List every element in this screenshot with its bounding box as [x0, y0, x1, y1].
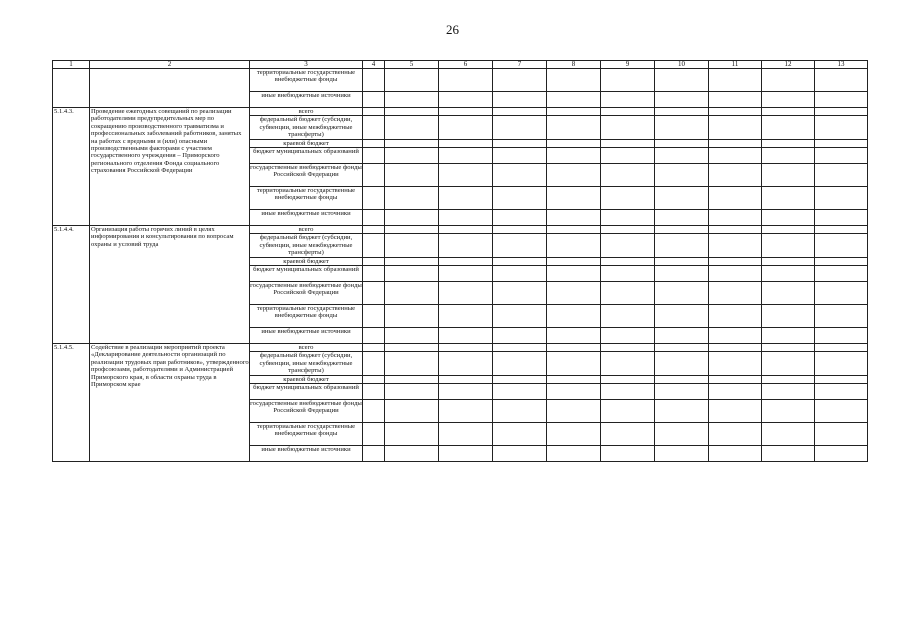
activity-title: Содействие в реализации мероприятий проекта «Декларирование деятельности организаций по реализации трудовых прав работников», утвержденного профсоюзами, работодателями и Администрацией Приморского края, в области охраны труда в Приморском крае	[90, 343, 250, 461]
value-cell	[363, 384, 385, 400]
value-cell	[601, 69, 655, 92]
value-cell	[363, 375, 385, 383]
source-cell: бюджет муниципальных образований	[250, 266, 363, 282]
value-cell	[762, 187, 815, 210]
source-cell: иные внебюджетные источники	[250, 92, 363, 108]
value-cell	[601, 225, 655, 233]
value-cell	[709, 163, 762, 186]
value-cell	[493, 92, 547, 108]
source-cell: иные внебюджетные источники	[250, 210, 363, 226]
value-cell	[547, 116, 601, 139]
value-cell	[363, 343, 385, 351]
value-cell	[709, 281, 762, 304]
value-cell	[385, 352, 439, 375]
value-cell	[547, 148, 601, 164]
source-cell: всего	[250, 343, 363, 351]
value-cell	[547, 375, 601, 383]
value-cell	[385, 257, 439, 265]
value-cell	[709, 384, 762, 400]
value-cell	[601, 305, 655, 328]
value-cell	[815, 116, 868, 139]
value-cell	[655, 352, 709, 375]
value-cell	[385, 92, 439, 108]
value-cell	[601, 234, 655, 257]
source-cell: федеральный бюджет (субсидии, субвенции, иные межбюджетные трансферты)	[250, 234, 363, 257]
value-cell	[762, 328, 815, 344]
value-cell	[547, 225, 601, 233]
column-header: 2	[90, 61, 250, 69]
value-cell	[655, 446, 709, 462]
value-cell	[385, 423, 439, 446]
value-cell	[815, 343, 868, 351]
value-cell	[815, 352, 868, 375]
value-cell	[815, 328, 868, 344]
value-cell	[439, 234, 493, 257]
page-number: 26	[446, 22, 459, 37]
header-row	[53, 61, 868, 69]
value-cell	[655, 116, 709, 139]
value-cell	[439, 92, 493, 108]
value-cell	[655, 187, 709, 210]
activity-title: Проведение ежегодных совещаний по реализации работодателями предупредительных мер по сокращению производственного травматизма и профессиональных заболеваний работников, занятых на работах с вредными и (или) опасными производственными факторами с участием государственного учреждения – Приморского регионального отделения Фонда социального страхования Российской Федерации	[90, 107, 250, 225]
value-cell	[655, 163, 709, 186]
value-cell	[762, 139, 815, 147]
column-header: 12	[762, 61, 815, 69]
value-cell	[547, 107, 601, 115]
value-cell	[547, 328, 601, 344]
value-cell	[709, 210, 762, 226]
value-cell	[655, 399, 709, 422]
value-cell	[363, 399, 385, 422]
value-cell	[363, 446, 385, 462]
value-cell	[385, 343, 439, 351]
value-cell	[439, 139, 493, 147]
value-cell	[493, 234, 547, 257]
value-cell	[601, 257, 655, 265]
value-cell	[547, 187, 601, 210]
value-cell	[709, 375, 762, 383]
value-cell	[493, 446, 547, 462]
value-cell	[815, 92, 868, 108]
value-cell	[655, 148, 709, 164]
value-cell	[601, 384, 655, 400]
value-cell	[493, 266, 547, 282]
source-cell: иные внебюджетные источники	[250, 446, 363, 462]
value-cell	[439, 69, 493, 92]
value-cell	[385, 225, 439, 233]
value-cell	[655, 92, 709, 108]
value-cell	[439, 399, 493, 422]
value-cell	[439, 446, 493, 462]
value-cell	[709, 399, 762, 422]
value-cell	[547, 281, 601, 304]
value-cell	[601, 399, 655, 422]
value-cell	[762, 210, 815, 226]
value-cell	[815, 187, 868, 210]
value-cell	[762, 234, 815, 257]
value-cell	[385, 139, 439, 147]
source-cell: государственные внебюджетные фонды Российской Федерации	[250, 163, 363, 186]
value-cell	[493, 281, 547, 304]
value-cell	[547, 305, 601, 328]
source-cell: бюджет муниципальных образований	[250, 384, 363, 400]
value-cell	[815, 139, 868, 147]
value-cell	[655, 423, 709, 446]
value-cell	[601, 352, 655, 375]
value-cell	[363, 234, 385, 257]
column-header: 10	[655, 61, 709, 69]
value-cell	[439, 187, 493, 210]
funding-table	[52, 60, 868, 462]
value-cell	[655, 257, 709, 265]
value-cell	[709, 446, 762, 462]
value-cell	[762, 266, 815, 282]
activity-code: 5.1.4.3.	[53, 107, 90, 225]
value-cell	[439, 305, 493, 328]
value-cell	[547, 343, 601, 351]
source-cell: всего	[250, 225, 363, 233]
value-cell	[439, 328, 493, 344]
value-cell	[815, 210, 868, 226]
source-cell: иные внебюджетные источники	[250, 328, 363, 344]
value-cell	[363, 257, 385, 265]
value-cell	[762, 305, 815, 328]
value-cell	[601, 343, 655, 351]
value-cell	[493, 257, 547, 265]
value-cell	[439, 148, 493, 164]
value-cell	[762, 107, 815, 115]
value-cell	[709, 148, 762, 164]
value-cell	[655, 139, 709, 147]
value-cell	[439, 375, 493, 383]
column-header: 13	[815, 61, 868, 69]
value-cell	[439, 423, 493, 446]
value-cell	[363, 163, 385, 186]
value-cell	[601, 116, 655, 139]
value-cell	[655, 210, 709, 226]
value-cell	[439, 384, 493, 400]
value-cell	[815, 107, 868, 115]
value-cell	[439, 210, 493, 226]
value-cell	[439, 225, 493, 233]
value-cell	[493, 328, 547, 344]
value-cell	[547, 399, 601, 422]
value-cell	[363, 187, 385, 210]
value-cell	[547, 92, 601, 108]
value-cell	[815, 399, 868, 422]
activity-title: Организация работы горячих линий в целях информирования и консультирования по вопросам охраны и условий труда	[90, 225, 250, 343]
value-cell	[601, 210, 655, 226]
value-cell	[655, 225, 709, 233]
value-cell	[493, 384, 547, 400]
value-cell	[363, 281, 385, 304]
value-cell	[547, 352, 601, 375]
value-cell	[709, 69, 762, 92]
value-cell	[547, 139, 601, 147]
column-header: 6	[439, 61, 493, 69]
source-cell: государственные внебюджетные фонды Российской Федерации	[250, 281, 363, 304]
value-cell	[547, 384, 601, 400]
value-cell	[385, 234, 439, 257]
value-cell	[363, 423, 385, 446]
value-cell	[363, 266, 385, 282]
value-cell	[493, 116, 547, 139]
value-cell	[363, 139, 385, 147]
value-cell	[493, 352, 547, 375]
value-cell	[385, 69, 439, 92]
value-cell	[762, 375, 815, 383]
value-cell	[762, 281, 815, 304]
activity-code: 5.1.4.4.	[53, 225, 90, 343]
continuation-row	[53, 69, 868, 92]
value-cell	[815, 257, 868, 265]
value-cell	[655, 69, 709, 92]
column-header: 1	[53, 61, 90, 69]
value-cell	[385, 281, 439, 304]
value-cell	[601, 187, 655, 210]
value-cell	[363, 148, 385, 164]
value-cell	[439, 163, 493, 186]
source-cell: краевой бюджет	[250, 375, 363, 383]
value-cell	[815, 281, 868, 304]
value-cell	[385, 328, 439, 344]
value-cell	[655, 281, 709, 304]
value-cell	[601, 107, 655, 115]
value-cell	[493, 210, 547, 226]
value-cell	[762, 257, 815, 265]
value-cell	[493, 187, 547, 210]
table-row	[53, 107, 868, 115]
table-row	[53, 225, 868, 233]
value-cell	[709, 107, 762, 115]
value-cell	[547, 266, 601, 282]
value-cell	[655, 328, 709, 344]
value-cell	[655, 266, 709, 282]
value-cell	[709, 352, 762, 375]
value-cell	[601, 148, 655, 164]
value-cell	[601, 92, 655, 108]
source-cell: бюджет муниципальных образований	[250, 148, 363, 164]
value-cell	[762, 384, 815, 400]
value-cell	[762, 446, 815, 462]
value-cell	[493, 423, 547, 446]
value-cell	[385, 266, 439, 282]
value-cell	[655, 384, 709, 400]
value-cell	[762, 116, 815, 139]
column-header: 7	[493, 61, 547, 69]
column-header: 11	[709, 61, 762, 69]
value-cell	[363, 352, 385, 375]
value-cell	[762, 343, 815, 351]
value-cell	[439, 281, 493, 304]
value-cell	[385, 116, 439, 139]
code-cell	[53, 69, 90, 108]
column-header: 9	[601, 61, 655, 69]
value-cell	[815, 375, 868, 383]
name-cell	[90, 69, 250, 108]
value-cell	[363, 107, 385, 115]
value-cell	[439, 352, 493, 375]
value-cell	[363, 328, 385, 344]
value-cell	[815, 69, 868, 92]
column-header: 5	[385, 61, 439, 69]
source-cell: территориальные государственные внебюджетные фонды	[250, 187, 363, 210]
value-cell	[493, 305, 547, 328]
value-cell	[493, 375, 547, 383]
value-cell	[815, 163, 868, 186]
value-cell	[762, 69, 815, 92]
value-cell	[762, 352, 815, 375]
source-cell: территориальные государственные внебюджетные фонды	[250, 305, 363, 328]
value-cell	[815, 225, 868, 233]
value-cell	[655, 375, 709, 383]
value-cell	[363, 225, 385, 233]
value-cell	[493, 107, 547, 115]
value-cell	[493, 343, 547, 351]
value-cell	[815, 305, 868, 328]
column-header: 8	[547, 61, 601, 69]
value-cell	[547, 234, 601, 257]
value-cell	[709, 116, 762, 139]
source-cell: территориальные государственные внебюджетные фонды	[250, 423, 363, 446]
value-cell	[655, 234, 709, 257]
value-cell	[363, 69, 385, 92]
value-cell	[439, 343, 493, 351]
value-cell	[709, 187, 762, 210]
value-cell	[762, 92, 815, 108]
value-cell	[815, 384, 868, 400]
activity-code: 5.1.4.5.	[53, 343, 90, 461]
value-cell	[815, 234, 868, 257]
value-cell	[601, 375, 655, 383]
value-cell	[709, 234, 762, 257]
value-cell	[493, 399, 547, 422]
value-cell	[709, 257, 762, 265]
value-cell	[762, 225, 815, 233]
source-cell: территориальные государственные внебюджетные фонды	[250, 69, 363, 92]
value-cell	[601, 328, 655, 344]
value-cell	[762, 148, 815, 164]
value-cell	[601, 266, 655, 282]
value-cell	[601, 446, 655, 462]
value-cell	[439, 107, 493, 115]
source-cell: всего	[250, 107, 363, 115]
value-cell	[547, 210, 601, 226]
value-cell	[815, 423, 868, 446]
value-cell	[762, 399, 815, 422]
value-cell	[709, 225, 762, 233]
value-cell	[709, 92, 762, 108]
value-cell	[363, 210, 385, 226]
value-cell	[601, 139, 655, 147]
value-cell	[385, 375, 439, 383]
value-cell	[601, 163, 655, 186]
value-cell	[709, 266, 762, 282]
value-cell	[547, 69, 601, 92]
value-cell	[709, 328, 762, 344]
value-cell	[547, 423, 601, 446]
value-cell	[385, 187, 439, 210]
value-cell	[655, 305, 709, 328]
value-cell	[709, 139, 762, 147]
value-cell	[762, 423, 815, 446]
value-cell	[439, 266, 493, 282]
source-cell: федеральный бюджет (субсидии, субвенции, иные межбюджетные трансферты)	[250, 116, 363, 139]
value-cell	[385, 384, 439, 400]
value-cell	[385, 399, 439, 422]
value-cell	[815, 148, 868, 164]
value-cell	[385, 163, 439, 186]
source-cell: краевой бюджет	[250, 257, 363, 265]
value-cell	[709, 423, 762, 446]
value-cell	[709, 305, 762, 328]
value-cell	[385, 148, 439, 164]
value-cell	[601, 281, 655, 304]
value-cell	[655, 107, 709, 115]
value-cell	[762, 163, 815, 186]
source-cell: краевой бюджет	[250, 139, 363, 147]
value-cell	[385, 210, 439, 226]
value-cell	[493, 69, 547, 92]
source-cell: федеральный бюджет (субсидии, субвенции, иные межбюджетные трансферты)	[250, 352, 363, 375]
value-cell	[493, 148, 547, 164]
value-cell	[709, 343, 762, 351]
value-cell	[363, 305, 385, 328]
value-cell	[385, 107, 439, 115]
value-cell	[439, 257, 493, 265]
value-cell	[493, 163, 547, 186]
value-cell	[385, 305, 439, 328]
value-cell	[601, 423, 655, 446]
value-cell	[385, 446, 439, 462]
value-cell	[439, 116, 493, 139]
value-cell	[363, 92, 385, 108]
value-cell	[815, 266, 868, 282]
value-cell	[493, 225, 547, 233]
value-cell	[363, 116, 385, 139]
column-header: 3	[250, 61, 363, 69]
value-cell	[547, 163, 601, 186]
column-header: 4	[363, 61, 385, 69]
value-cell	[493, 139, 547, 147]
value-cell	[547, 257, 601, 265]
source-cell: государственные внебюджетные фонды Российской Федерации	[250, 399, 363, 422]
value-cell	[655, 343, 709, 351]
value-cell	[547, 446, 601, 462]
value-cell	[815, 446, 868, 462]
table-row	[53, 343, 868, 351]
